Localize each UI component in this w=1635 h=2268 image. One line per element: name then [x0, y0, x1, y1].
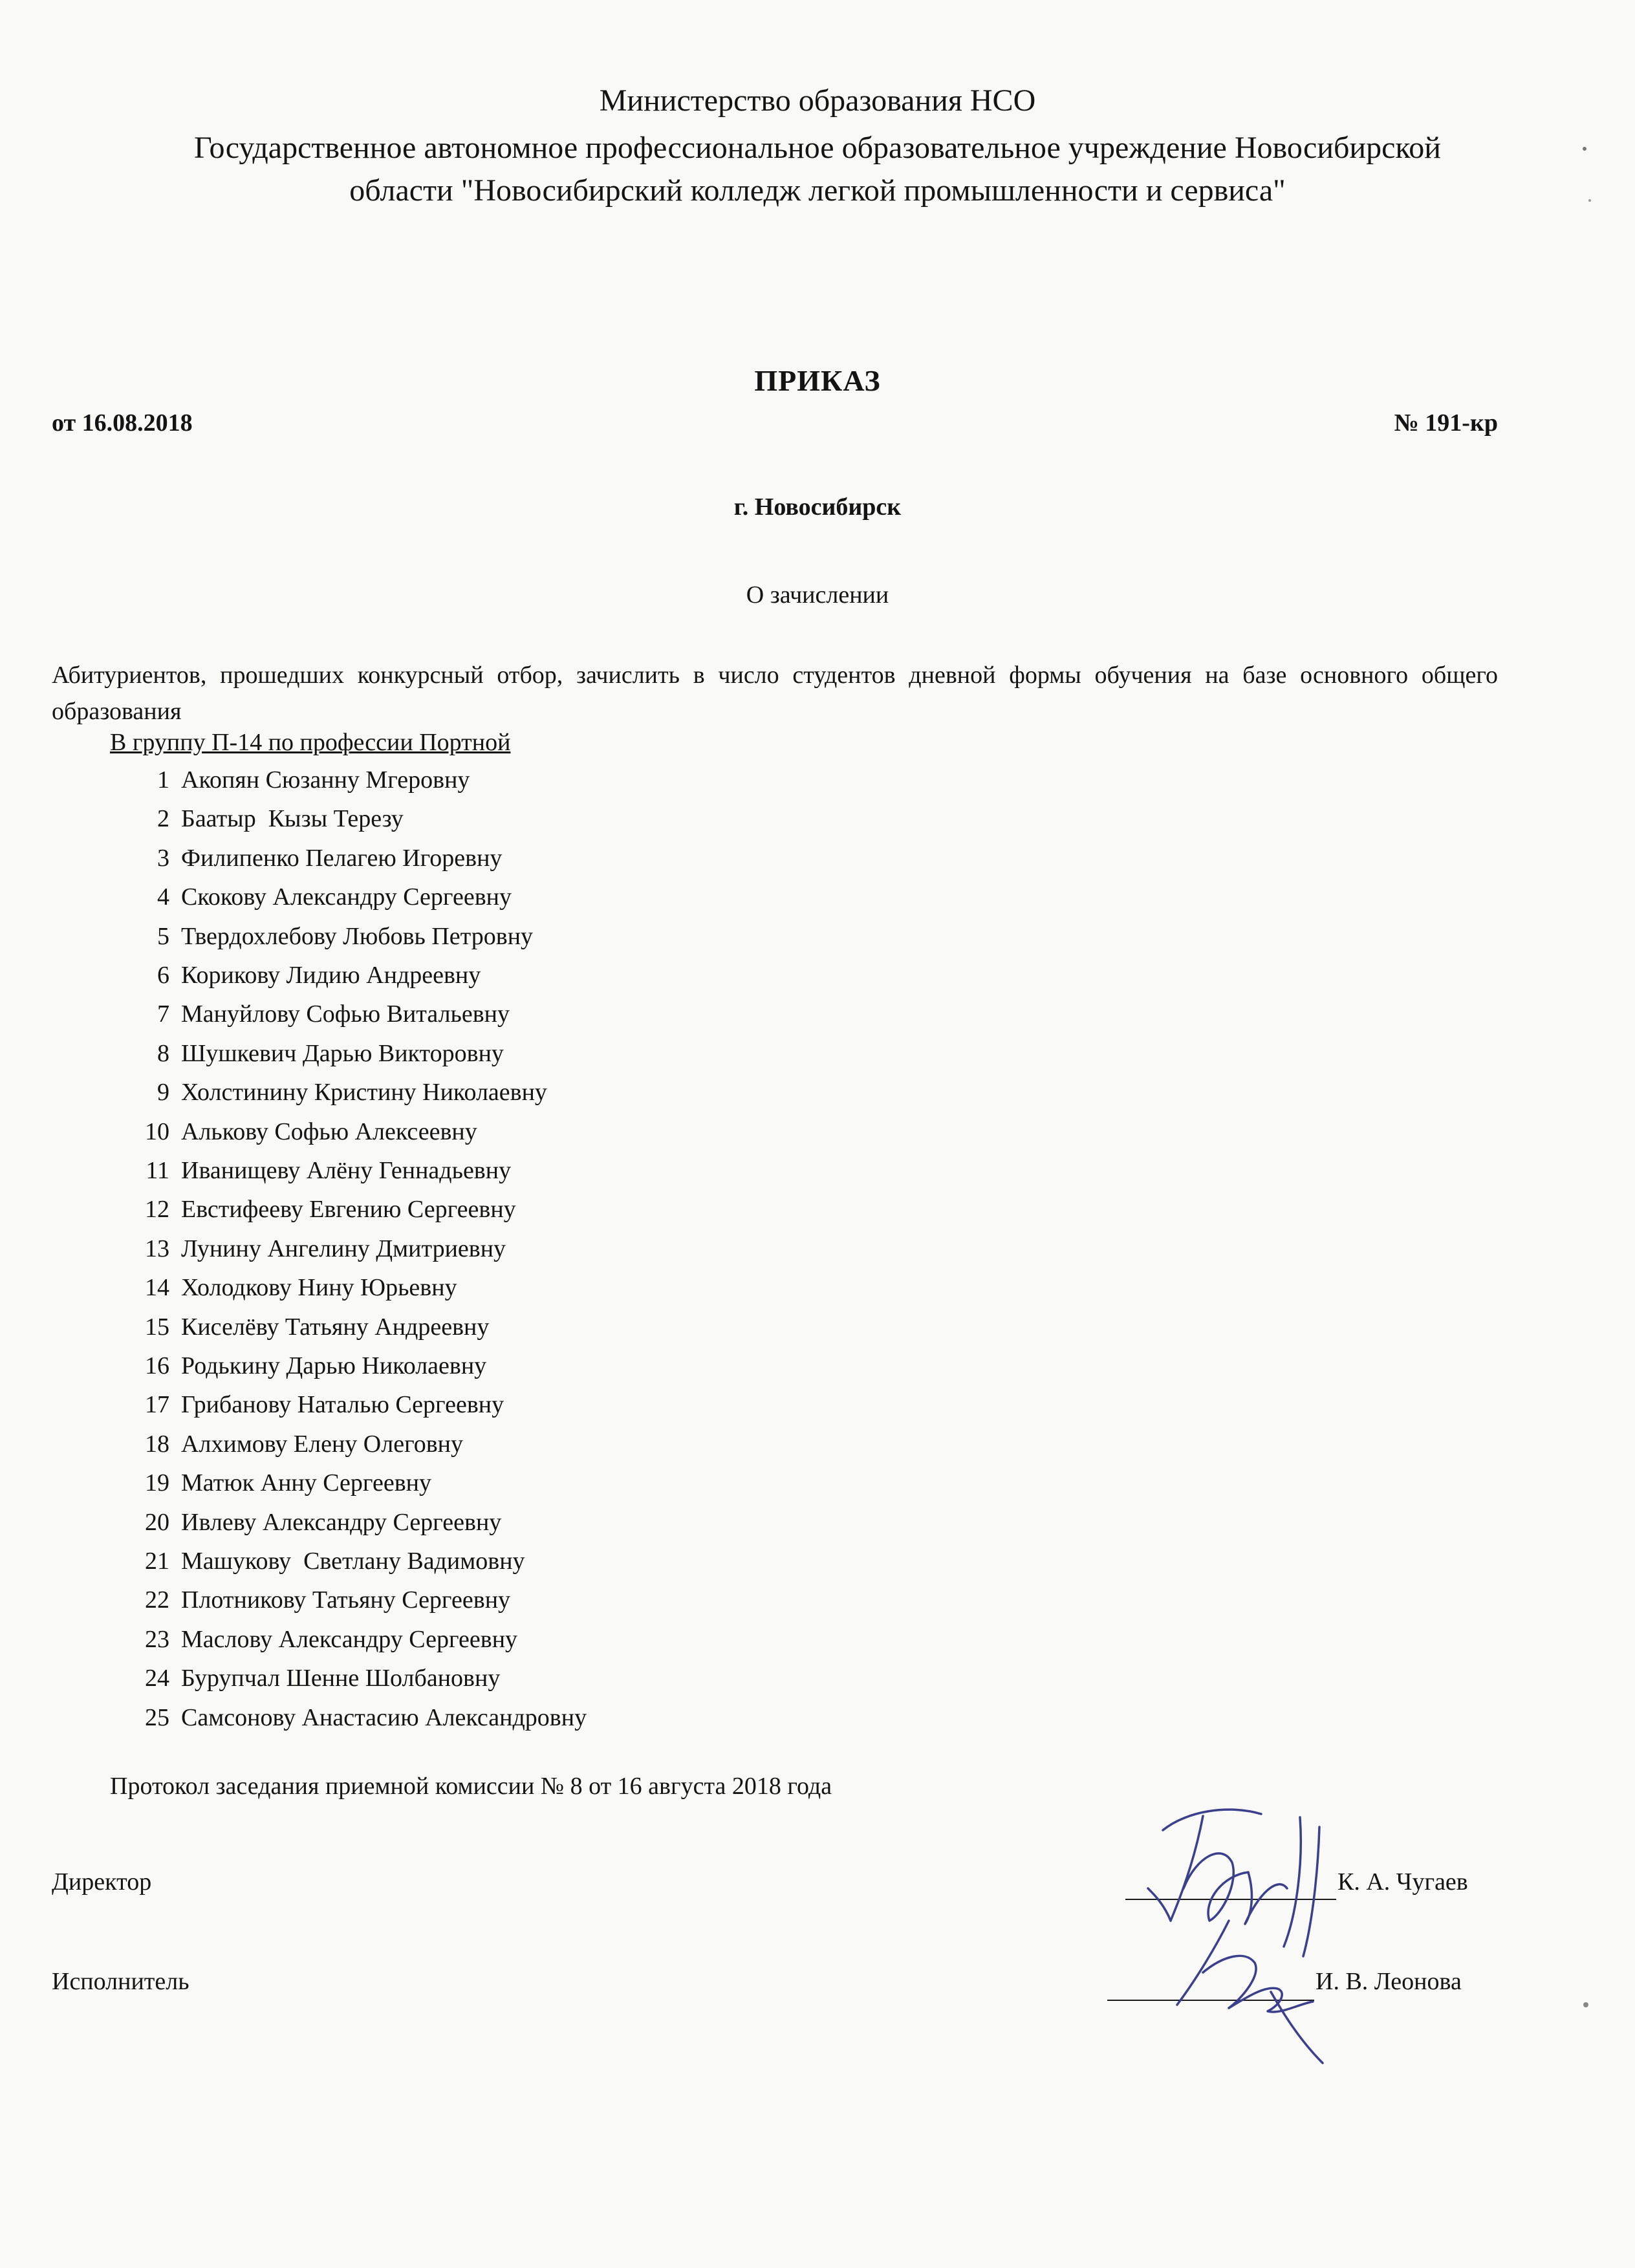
student-name: Филипенко Пелагею Игоревну: [181, 844, 503, 872]
student-number: 2: [157, 805, 169, 833]
student-number: 15: [145, 1313, 169, 1341]
student-name: Машукову Светлану Вадимовну: [181, 1548, 525, 1575]
student-name: Холстинину Кристину Николаевну: [181, 1079, 547, 1107]
student-name: Скокову Александру Сергеевну: [181, 883, 512, 911]
student-name: Ивлеву Александру Сергеевну: [181, 1508, 502, 1536]
executor-signature: [1177, 1921, 1323, 2063]
student-number: 21: [145, 1548, 169, 1575]
student-name: Алькову Софью Алексеевну: [181, 1118, 477, 1145]
student-name: Акопян Сюзанну Мгеровну: [181, 766, 470, 794]
student-name: Самсонову Анастасию Александровну: [181, 1703, 587, 1731]
student-number: 14: [145, 1274, 169, 1302]
student-name: Киселёву Татьяну Андреевну: [181, 1313, 490, 1341]
student-number: 4: [157, 883, 169, 911]
director-signature: [1148, 1809, 1319, 1956]
student-number: 7: [157, 1000, 169, 1028]
intro-paragraph: Абитуриентов, прошедших конкурсный отбор, зачислить в число студентов дневной формы обучения на базе основного общего образования: [52, 662, 1498, 725]
student-number: 8: [157, 1039, 169, 1067]
student-name: Плотникову Татьяну Сергеевну: [181, 1586, 511, 1614]
institution-line-2: области "Новосибирский колледж легкой промышленности и сервиса": [349, 173, 1286, 208]
executor-name: И. В. Леонова: [1316, 1968, 1462, 1995]
student-name: Баатыр Кызы Терезу: [181, 805, 404, 833]
handwritten-signatures: [1125, 1791, 1358, 2082]
scan-specks: [1578, 142, 1604, 2082]
student-number: 11: [146, 1157, 169, 1184]
student-number: 18: [145, 1430, 169, 1458]
order-date: от 16.08.2018: [52, 409, 193, 437]
group-heading: В группу П-14 по профессии Портной: [110, 729, 511, 756]
director-label: Директор: [52, 1868, 152, 1895]
student-number: 19: [145, 1469, 169, 1497]
protocol-note: Протокол заседания приемной комиссии № 8 от 16 августа 2018 года: [110, 1773, 832, 1800]
student-number: 1: [157, 766, 169, 794]
institution-name: [0, 127, 1635, 212]
student-number: 5: [157, 922, 169, 950]
student-number: 23: [145, 1625, 169, 1653]
student-number: 9: [157, 1079, 169, 1107]
student-number: 10: [145, 1118, 169, 1145]
student-name: Твердохлебову Любовь Петровну: [181, 922, 534, 950]
student-name: Родькину Дарью Николаевну: [181, 1352, 487, 1379]
student-name: Матюк Анну Сергеевну: [181, 1469, 432, 1497]
order-title: ПРИКАЗ: [754, 364, 881, 397]
student-name: Алхимову Елену Олеговну: [181, 1430, 463, 1458]
student-name: Евстифееву Евгению Сергеевну: [181, 1196, 516, 1224]
student-number: 12: [145, 1196, 169, 1224]
executor-label: Исполнитель: [52, 1968, 189, 1995]
student-number: 3: [157, 844, 169, 872]
student-number: 13: [145, 1235, 169, 1262]
student-name: Холодкову Нину Юрьевну: [181, 1274, 457, 1302]
student-name: Шушкевич Дарью Викторовну: [181, 1039, 504, 1067]
student-number: 16: [145, 1352, 169, 1379]
order-number: № 191-кр: [1394, 409, 1498, 437]
student-number: 6: [157, 962, 169, 989]
student-name: Маслову Александру Сергеевну: [181, 1625, 518, 1653]
student-number: 22: [145, 1586, 169, 1614]
student-number: 24: [145, 1665, 169, 1692]
student-number: 17: [145, 1391, 169, 1419]
student-name: Лунину Ангелину Дмитриевну: [181, 1235, 506, 1262]
student-number: 25: [145, 1703, 169, 1731]
student-name: Грибанову Наталью Сергеевну: [181, 1391, 504, 1419]
student-name: Бурупчал Шенне Шолбановну: [181, 1665, 501, 1692]
director-name: К. А. Чугаев: [1337, 1868, 1468, 1895]
institution-line-1: Государственное автономное профессиональное образовательное учреждение Новосибирской: [194, 131, 1441, 165]
student-name: Иванищеву Алёну Геннадьевну: [181, 1157, 512, 1184]
student-number: 20: [145, 1508, 169, 1536]
ministry-name: Министерство образования НСО: [599, 83, 1036, 118]
student-name: Мануйлову Софью Витальевну: [181, 1000, 510, 1028]
order-subject: О зачислении: [746, 581, 889, 609]
order-city: г. Новосибирск: [733, 493, 902, 521]
student-name: Корикову Лидию Андреевну: [181, 962, 481, 989]
